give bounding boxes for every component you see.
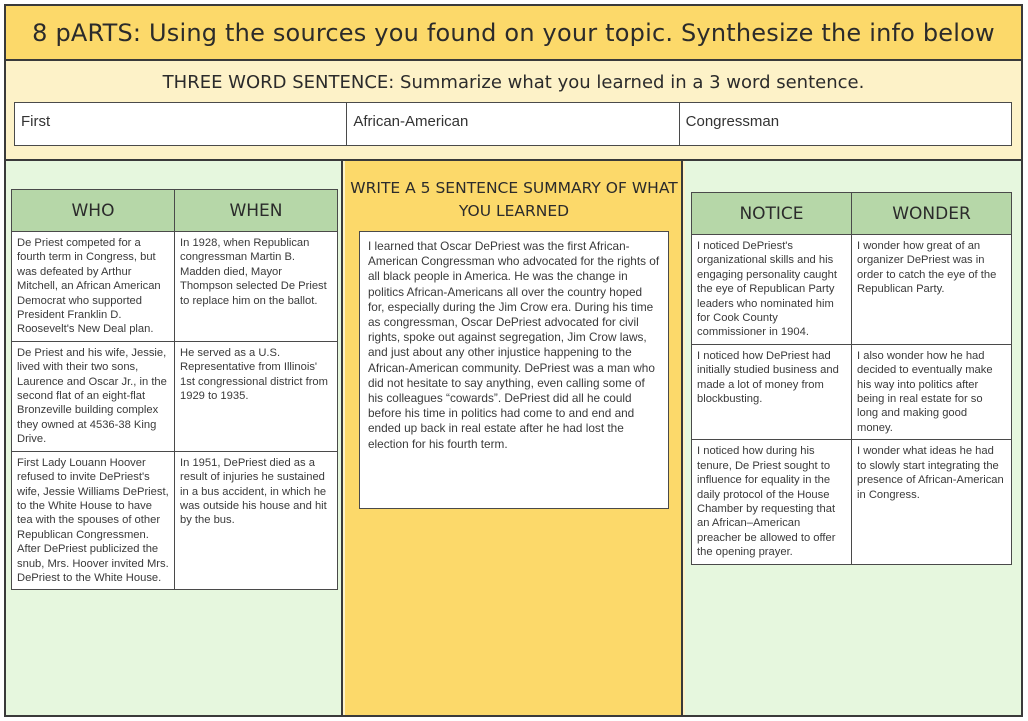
when-cell: In 1928, when Republican congressman Martin B. Madden died, Mayor Thompson selected De Priest to replace him on the ballot. xyxy=(175,232,338,342)
page-title: 8 pARTS: Using the sources you found on your topic. Synthesize the info below xyxy=(32,18,995,47)
wonder-cell: I wonder how great of an organizer DePriest was in order to catch the eye of the Republican Party. xyxy=(852,235,1012,345)
word-cell-3: Congressman xyxy=(685,113,780,130)
when-header: WHEN xyxy=(175,190,338,232)
table-row xyxy=(12,341,338,451)
who-when-table xyxy=(11,189,338,590)
notice-cell: I noticed how DePriest had initially studied business and made a lot of money from blockbusting. xyxy=(692,344,852,439)
notice-wonder-table xyxy=(691,192,1012,565)
who-header: WHO xyxy=(12,190,175,232)
table-row xyxy=(692,440,1012,564)
three-word-sentence-row xyxy=(14,102,1012,146)
who-cell: First Lady Louann Hoover refused to invite DePriest's wife, Jessie Williams DePriest, to the White House to have tea with the spouses of other Republican Congressmen. After DePriest publicized the snub, Mrs. Hoover invited Mrs. DePriest to the White House. xyxy=(12,451,175,590)
worksheet-page xyxy=(4,4,1023,717)
notice-wonder-panel xyxy=(685,161,1021,715)
summary-panel xyxy=(345,161,683,715)
table-row xyxy=(12,232,338,342)
who-cell: De Priest competed for a fourth term in Congress, but was defeated by Arthur Mitchell, an African American Democrat who supported President Franklin D. Roosevelt's New Deal plan. xyxy=(12,232,175,342)
table-row xyxy=(12,451,338,590)
table-row xyxy=(692,235,1012,345)
three-word-sentence-prompt: THREE WORD SENTENCE: Summarize what you learned in a 3 word sentence. xyxy=(162,71,865,93)
wonder-cell: I wonder what ideas he had to slowly start integrating the presence of African-American in Congress. xyxy=(852,440,1012,564)
when-cell: He served as a U.S. Representative from Illinois' 1st congressional district from 1929 to 1935. xyxy=(175,341,338,451)
three-word-sentence-header xyxy=(6,63,1021,101)
table-row xyxy=(692,344,1012,439)
summary-text-box: I learned that Oscar DePriest was the first African-American Congressman who advocated for the rights of all black people in America. He was the change in politics African-Americans all over the country hoped for, especially during the Jim Crow era. During his time as congressman, Oscar DePriest advocated for civil rights, spoke out against segregation, Jim Crow laws, and just about any other injustice happening to the African-American community. DePriest was a man who did not hesitate to say anything, even calling some of his colleagues “cowards”. DePriest did all he could before his time in politics had come to and end and ended up back in real estate after he had lost the election for his fourth term. xyxy=(359,231,669,509)
summary-title: WRITE A 5 SENTENCE SUMMARY OF WHAT YOU LEARNED xyxy=(350,179,678,220)
who-when-panel xyxy=(6,161,343,715)
notice-cell: I noticed how during his tenure, De Priest sought to influence for equality in the daily protocol of the House Chamber by requesting that an African–American preacher be allowed to offer the opening prayer. xyxy=(692,440,852,564)
wonder-header: WONDER xyxy=(852,193,1012,235)
word-cell-1: First xyxy=(15,103,347,145)
wonder-cell: I also wonder how he had decided to eventually make his way into politics after being in real estate for so long and making good money. xyxy=(852,344,1012,439)
word-cell-2: African-American xyxy=(347,103,679,145)
when-cell: In 1951, DePriest died as a result of injuries he sustained in a bus accident, in which he was outside his house and hit by the bus. xyxy=(175,451,338,590)
notice-header: NOTICE xyxy=(692,193,852,235)
who-cell: De Priest and his wife, Jessie, lived with their two sons, Laurence and Oscar Jr., in the second flat of an eight-flat Bronzeville building complex they owned at 4536-38 King Drive. xyxy=(12,341,175,451)
title-banner xyxy=(6,6,1021,61)
notice-cell: I noticed DePriest's organizational skills and his engaging personality caught the eye of Republican Party leaders who nominated him for Cook County commissioner in 1904. xyxy=(692,235,852,345)
